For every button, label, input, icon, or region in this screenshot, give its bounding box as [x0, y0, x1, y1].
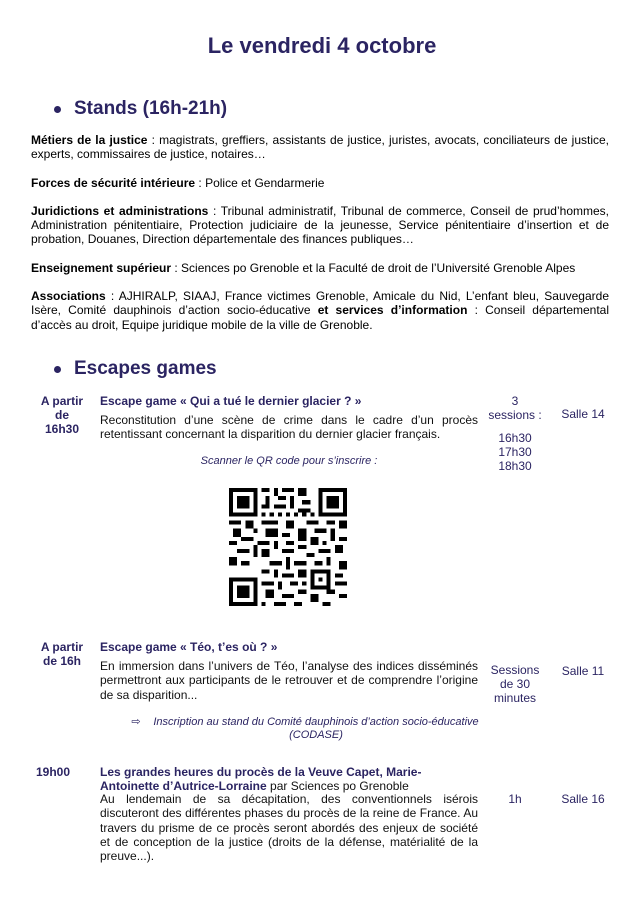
escapes-heading [54, 358, 217, 380]
event-time-line: de 16h [42, 654, 81, 668]
event-sessions-line: 3 [511, 394, 519, 408]
event-title-text: Les grandes heures du procès de la Veuve Capet, Marie-Antoinette d’Autrice-Lorraine [100, 765, 422, 793]
escapes-heading-text: Escapes games [74, 358, 217, 379]
event-session-time: 16h30 [498, 431, 532, 445]
event-time-line: 19h00 [35, 765, 71, 779]
event-note-text: Inscription au stand du Comité dauphinois d’action socio-éducative (CODASE) [153, 716, 479, 741]
stands-item-text: : AJHIRALP, SIAAJ, France victimes Grenoble, Amicale du Nid, L’enfant bleu, Sauvegarde Isère, Comité dauphinois d’action socio-éducative [31, 289, 609, 318]
event-room: Salle 16 [561, 792, 605, 806]
event-description: Au lendemain de sa décapitation, des conventionnels isérois discuteront des différentes phases du procès de la reine de France. Au travers du prisme de ce procès seront abordés des enjeux de société et de conception de la justice (droits de la défense, matérialité de la preuve...). [100, 792, 478, 864]
event-sessions-line: sessions : [488, 408, 542, 422]
event-room: Salle 14 [561, 407, 605, 421]
stands-item-text: : Sciences po Grenoble et la Faculté de droit de l’Université Grenoble Alpes [171, 260, 576, 275]
event-time-line: 16h30 [44, 422, 80, 436]
stands-item [31, 176, 609, 190]
event-sessions-line: 1h [508, 792, 522, 806]
stands-item [31, 204, 609, 247]
event-time [24, 765, 82, 779]
stands-item-label: Juridictions et administrations [31, 203, 209, 218]
stands-item-label: Associations [31, 289, 106, 304]
event-description: Reconstitution d’une scène de crime dans le cadre d’un procès retentissant concernant la disparition du dernier glacier français. [100, 413, 478, 442]
event-time [33, 394, 91, 436]
event-note: Scanner le QR code pour s’inscrire : [200, 455, 378, 467]
event-title: Escape game « Téo, t’es où ? » [100, 640, 278, 654]
stands-heading-text: Stands (16h-21h) [74, 98, 228, 119]
stands-item-text: : magistrats, greffiers, assistants de justice, juristes, avocats, conciliateurs de justice, experts, commissaires de justice, notaires… [31, 133, 610, 162]
page-title: Le vendredi 4 octobre [207, 33, 437, 58]
stands-item-text: : Conseil départemental d’accès au droit, Equipe juridique mobile de la ville de Grenoble. [31, 303, 610, 332]
stands-item-label: Métiers de la justice [31, 133, 148, 147]
event-title-suffix: par Sciences po Grenoble [266, 779, 409, 793]
hollow-arrow-icon: ⇨ [131, 716, 141, 728]
stands-item-text: : Tribunal administratif, Tribunal de commerce, Conseil de prud’hommes, Administration pénitentiaire, Protection judiciaire de la jeunesse, Service pénitentiaire d’insertion et de probation, Douanes, Direction départementale des finances publiques… [31, 203, 609, 247]
event-session-time: 18h30 [498, 459, 532, 473]
stands-item-label: Enseignement supérieur [31, 260, 172, 275]
event-time-line: de [54, 408, 69, 422]
event-session-time: 17h30 [498, 445, 532, 459]
stands-item-label: et services d’information [317, 303, 468, 318]
event-room: Salle 11 [561, 664, 605, 678]
event-title: Escape game « Qui a tué le dernier glacier ? » [100, 394, 362, 408]
stands-list [31, 133, 609, 346]
qr-code-icon[interactable] [229, 488, 347, 606]
stands-item [31, 133, 609, 162]
event-sessions [480, 792, 550, 806]
stands-item-label: Forces de sécurité intérieure [31, 175, 196, 190]
event-sessions-line: Sessions [490, 663, 540, 677]
bullet-dot-icon [54, 106, 61, 113]
event-description: En immersion dans l’univers de Téo, l’analyse des indices disséminés permettront aux participants de le retrouver et de comprendre l’origine de sa disparition... [100, 659, 478, 702]
event-title [100, 765, 480, 793]
stands-item-text: : Police et Gendarmerie [195, 175, 325, 190]
event-sessions-line: de 30 [499, 677, 531, 691]
event-time [33, 640, 91, 668]
event-sessions [480, 663, 550, 705]
event-time-line: A partir [40, 640, 84, 654]
stands-item [31, 289, 609, 332]
stands-heading [54, 98, 227, 120]
event-sessions [480, 394, 550, 473]
event-time-line: A partir [40, 394, 84, 408]
stands-item [31, 261, 609, 275]
event-sessions-line: minutes [493, 691, 537, 705]
bullet-dot-icon [54, 366, 61, 373]
event-note [120, 716, 490, 742]
